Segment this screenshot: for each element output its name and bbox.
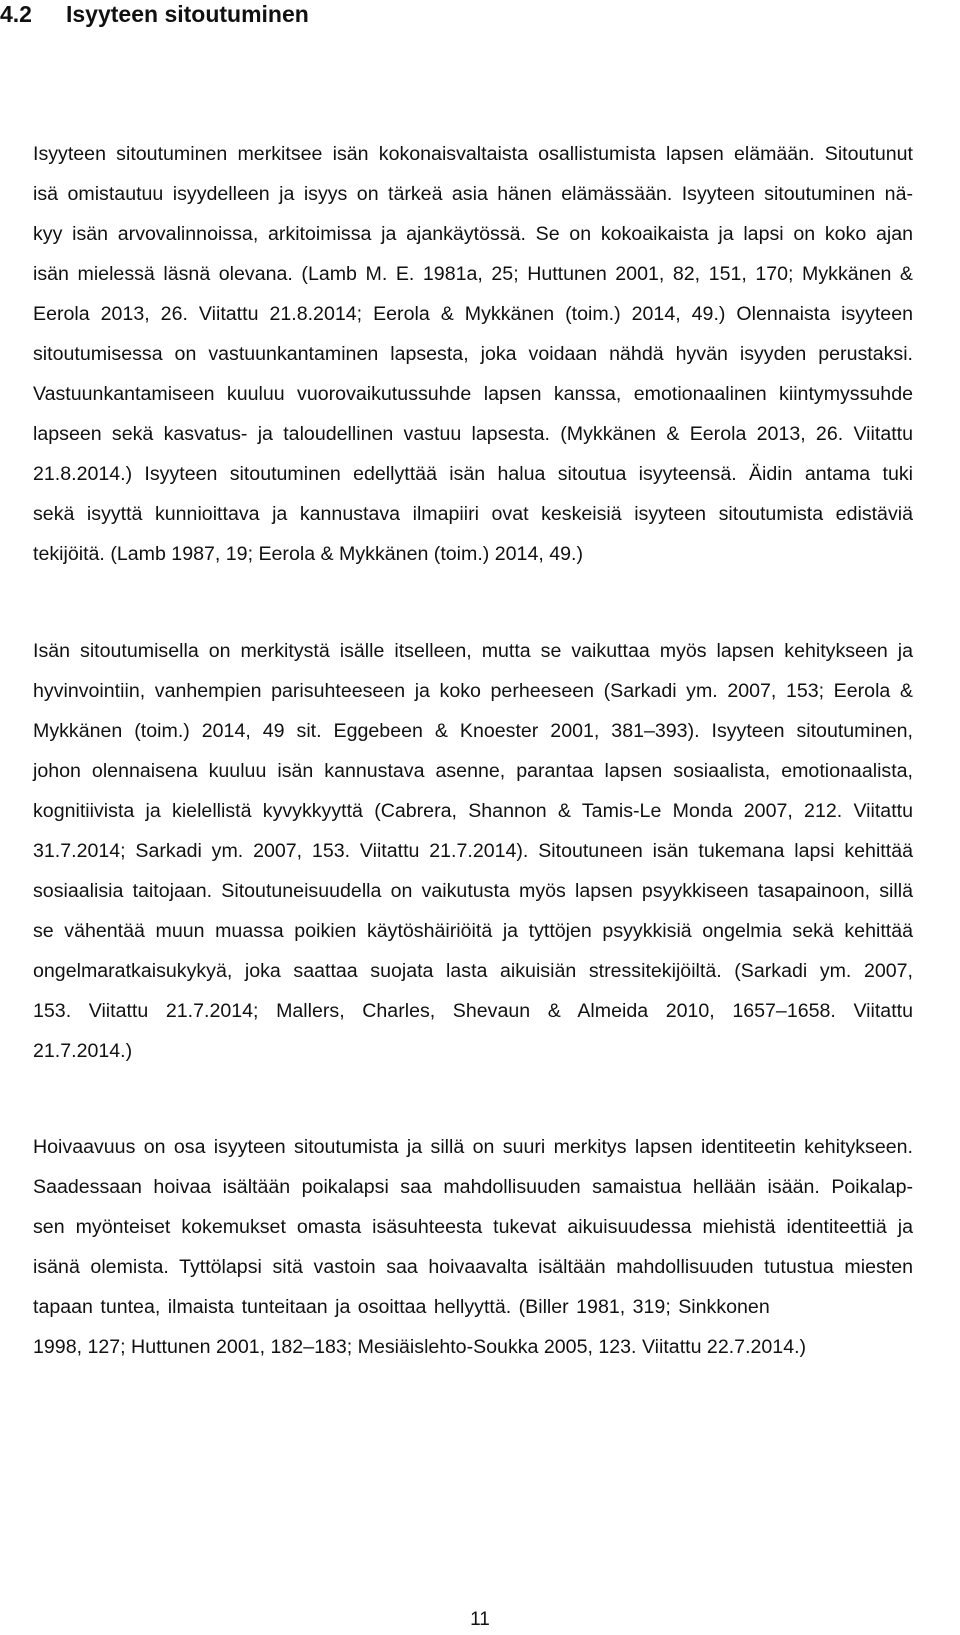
text-line: isä omistautuu isyydelleen ja isyys on tärkeä asia hänen elämässään. Isyyteen sitoutuminen nä-	[33, 183, 913, 205]
text-line: tekijöitä. (Lamb 1987, 19; Eerola & Mykkänen (toim.) 2014, 49.)	[33, 543, 583, 565]
text-line: Mykkänen (toim.) 2014, 49 sit. Eggebeen & Knoester 2001, 381–393). Isyyteen sitoutuminen,	[33, 720, 913, 742]
text-line: hyvinvointiin, vanhempien parisuhteeseen ja koko perheeseen (Sarkadi ym. 2007, 153; Eerola &	[33, 680, 913, 702]
text-line: isän mielessä läsnä olevana. (Lamb M. E. 1981a, 25; Huttunen 2001, 82, 151, 170; Mykkänen &	[33, 263, 913, 285]
text-line: 31.7.2014; Sarkadi ym. 2007, 153. Viitattu 21.7.2014). Sitoutuneen isän tukemana lapsi kehittää	[33, 840, 913, 862]
section-title: Isyyteen sitoutuminen	[66, 1, 309, 27]
text-line: Vastuunkantamiseen kuuluu vuorovaikutussuhde lapsen kanssa, emotionaalinen kiintymyssuhde	[33, 383, 913, 405]
text-line: isänä olemista. Tyttölapsi sitä vastoin saa hoivaavalta isältään mahdollisuuden tutustua miesten	[33, 1256, 913, 1278]
text-line: lapseen sekä kasvatus- ja taloudellinen vastuu lapsesta. (Mykkänen & Eerola 2013, 26. Viitattu	[33, 423, 913, 445]
text-line: Eerola 2013, 26. Viitattu 21.8.2014; Eerola & Mykkänen (toim.) 2014, 49.) Olennaista isyyteen	[33, 303, 913, 325]
text-line: sosiaalisia taitojaan. Sitoutuneisuudella on vaikutusta myös lapsen psyykkiseen tasapainoon, sillä	[33, 880, 913, 902]
text-line: Saadessaan hoivaa isältään poikalapsi saa mahdollisuuden samaistua hellään isään. Poikalap-	[33, 1176, 913, 1198]
text-line: 153. Viitattu 21.7.2014; Mallers, Charles, Shevaun & Almeida 2010, 1657–1658. Viitattu	[33, 1000, 913, 1022]
text-line: 21.7.2014.)	[33, 1040, 133, 1062]
text-line: tapaan tuntea, ilmaista tunteitaan ja osoittaa hellyyttä. (Biller 1981, 319; Sinkkonen	[33, 1296, 770, 1318]
text-line: sitoutumisessa on vastuunkantaminen lapsesta, joka voidaan nähdä hyvän isyyden perustaksi.	[33, 343, 913, 365]
text-line: kyy isän arvovalinnoissa, arkitoimissa ja ajankäytössä. Se on kokoaikaista ja lapsi on koko ajan	[33, 223, 913, 245]
text-line: se vähentää muun muassa poikien käytöshäiriöitä ja tyttöjen psyykkisiä ongelmia sekä kehittää	[33, 920, 913, 942]
section-heading	[0, 0, 309, 28]
text-line: sekä isyyttä kunnioittava ja kannustava ilmapiiri ovat keskeisiä isyyteen sitoutumista edistäviä	[33, 503, 913, 525]
text-line: kognitiivista ja kielellistä kyvykkyyttä (Cabrera, Shannon & Tamis-Le Monda 2007, 212. Viitattu	[33, 800, 913, 822]
text-line: ongelmaratkaisukykyä, joka saattaa suojata lasta aikuisiän stressitekijöiltä. (Sarkadi ym. 2007,	[33, 960, 913, 982]
text-line: johon olennaisena kuuluu isän kannustava asenne, parantaa lapsen sosiaalista, emotionaalista,	[33, 760, 913, 782]
text-line: 1998, 127; Huttunen 2001, 182–183; Mesiäislehto-Soukka 2005, 123. Viitattu 22.7.2014.)	[33, 1336, 807, 1358]
text-line: Isän sitoutumisella on merkitystä isälle itselleen, mutta se vaikuttaa myös lapsen kehitykseen ja	[33, 640, 913, 662]
text-line: Hoivaavuus on osa isyyteen sitoutumista ja sillä on suuri merkitys lapsen identiteetin kehitykseen.	[33, 1136, 913, 1158]
section-number: 4.2	[0, 1, 32, 27]
page-number: 11	[470, 1609, 490, 1630]
text-line: 21.8.2014.) Isyyteen sitoutuminen edellyttää isän halua sitoutua isyyteensä. Äidin antama tuki	[33, 463, 913, 485]
text-line: Isyyteen sitoutuminen merkitsee isän kokonaisvaltaista osallistumista lapsen elämään. Sitoutunut	[33, 143, 913, 165]
text-line: sen myönteiset kokemukset omasta isäsuhteesta tukevat aikuisuudessa miehistä identiteettiä ja	[33, 1216, 913, 1238]
